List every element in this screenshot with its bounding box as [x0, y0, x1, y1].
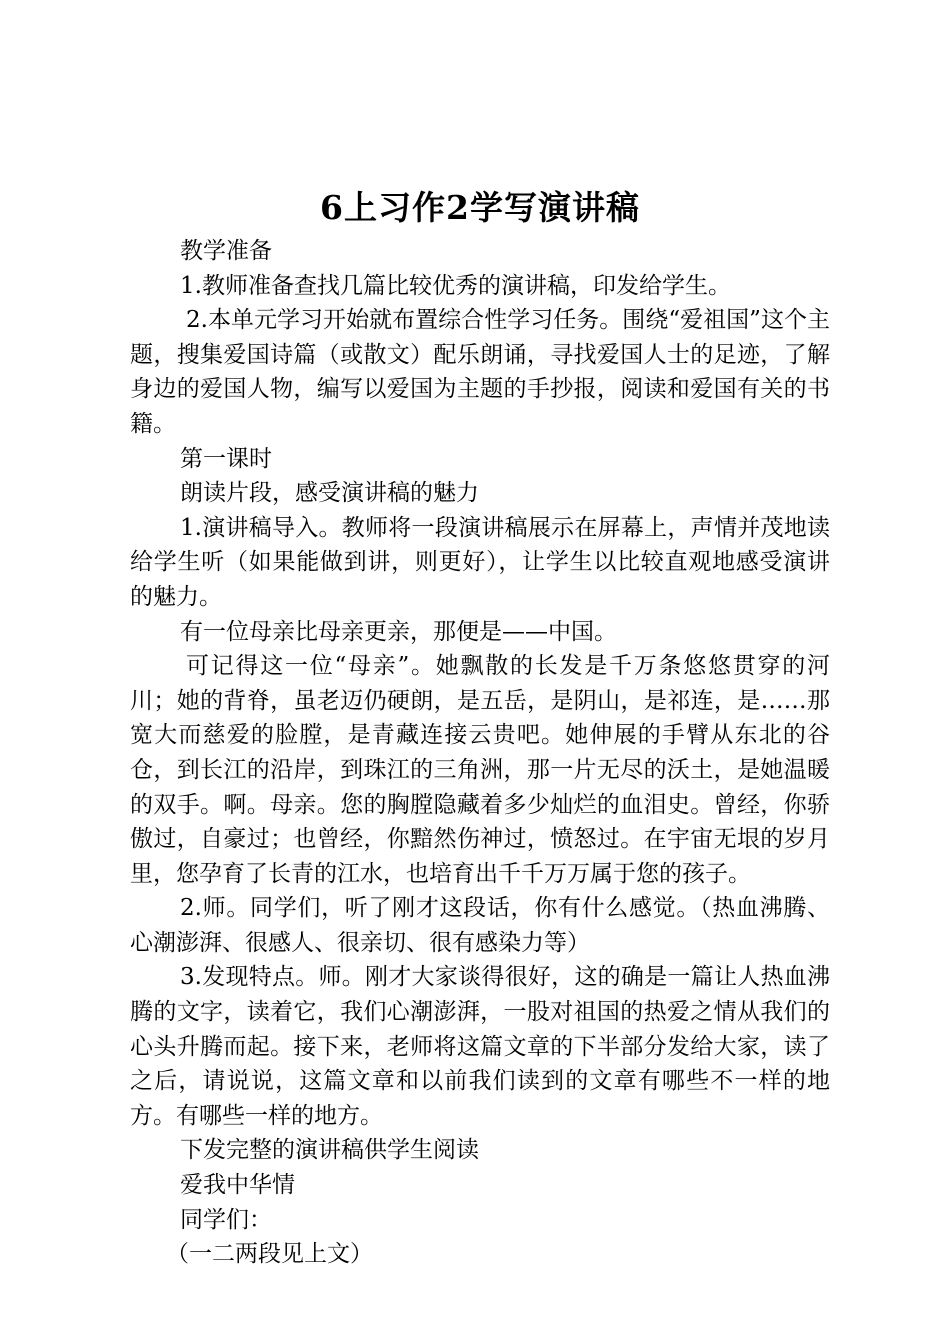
paragraph-see-above-note: （一二两段见上文）	[166, 1241, 373, 1268]
paragraph-speech-mother-passage: 可记得这一位“母亲”。她飘散的长发是千万条悠悠贯穿的河川；她的背脊，虽老迈仍硬朗，是五岳，是阴山，是祁连，是……那宽大而慈爱的脸膛，是青藏连接云贵吧。她伸展的手臂从东北的谷仓，到长江的沿岸，到珠江的三角洲，那一片无尽的沃土，是她温暖的双手。啊。母亲。您的胸膛隐藏着多少灿烂的血泪史。曾经，你骄傲过，自豪过；也曾经，你黯然伤神过，愤怒过。在宇宙无垠的岁月里，您孕育了长青的江水，也培育出千千万万属于您的孩子。	[130, 653, 830, 887]
paragraph-speech-opening-line: 有一位母亲比母亲更亲，那便是——中国。	[180, 618, 617, 645]
paragraph-prep-item-1: 1.教师准备查找几篇比较优秀的演讲稿，印发给学生。	[180, 272, 731, 299]
paragraph-prep-item-2: 2.本单元学习开始就布置综合性学习任务。围绕“爱祖国”这个主题，搜集爱国诗篇（或散文）配乐朗诵，寻找爱国人士的足迹，了解身边的爱国人物，编写以爱国为主题的手抄报，阅读和爱国有关的书籍。	[130, 307, 830, 437]
paragraph-step-3-features: 3.发现特点。师。刚才大家谈得很好，这的确是一篇让人热血沸腾的文字，读着它，我们心潮澎湃，一股对祖国的热爱之情从我们的心头升腾而起。接下来，老师将这篇文章的下半部分发给大家，读了之后，请说说，这篇文章和以前我们读到的文章有哪些不一样的地方。有哪些一样的地方。	[130, 964, 830, 1129]
document-body	[130, 234, 830, 1272]
paragraph-teaching-prep-heading: 教学准备	[180, 238, 272, 264]
paragraph-first-lesson-heading: 第一课时	[180, 445, 272, 472]
document-page	[130, 0, 830, 1344]
paragraph-step-2-feelings: 2.师。同学们，听了刚才这段话，你有什么感觉。（热血沸腾、心潮澎湃、很感人、很亲切、很有感染力等）	[130, 895, 830, 956]
paragraph-speech-title: 爱我中华情	[180, 1172, 295, 1199]
paragraph-step-1-intro: 1.演讲稿导入。教师将一段演讲稿展示在屏幕上，声情并茂地读给学生听（如果能做到讲，则更好），让学生以比较直观地感受演讲的魅力。	[130, 514, 830, 610]
paragraph-reading-section-heading: 朗读片段，感受演讲稿的魅力	[180, 480, 479, 507]
paragraph-handout-note: 下发完整的演讲稿供学生阅读	[180, 1137, 479, 1164]
document-title: 6上习作2学写演讲稿	[320, 188, 640, 227]
paragraph-speech-salutation: 同学们：	[180, 1206, 272, 1233]
